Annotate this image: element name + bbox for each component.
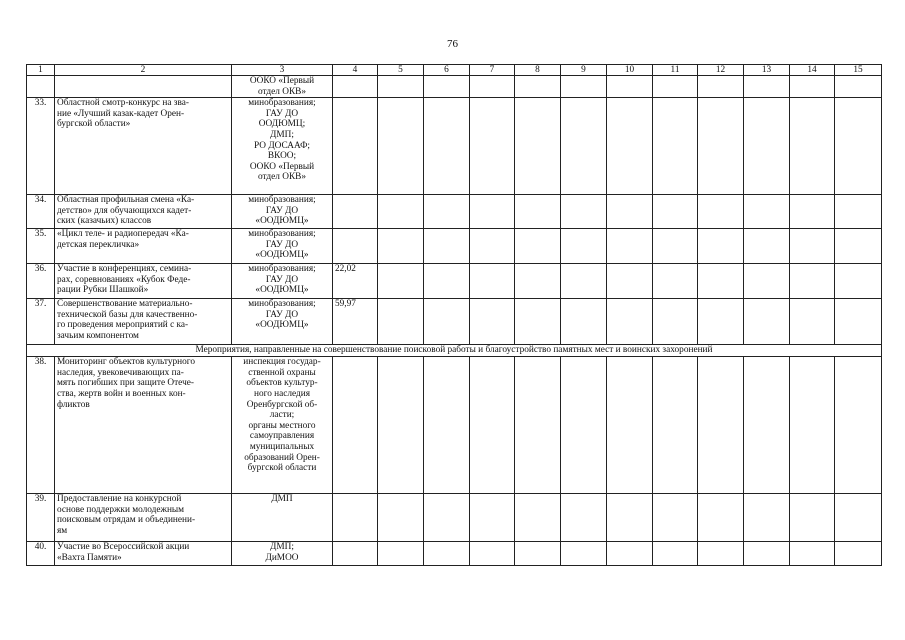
table-row bbox=[27, 76, 882, 98]
empty-cell bbox=[607, 76, 653, 98]
empty-cell bbox=[424, 229, 470, 264]
row-number: 37. bbox=[27, 299, 55, 345]
funding-value bbox=[333, 229, 378, 264]
activity-name: Мониторинг объектов культурного наследия, увековечивающих па- мять погибших при защите Отече- ства, жертв войн и военных кон- фликтов bbox=[55, 357, 232, 494]
empty-cell bbox=[790, 98, 835, 195]
column-number-row bbox=[27, 65, 882, 76]
empty-cell bbox=[378, 494, 424, 542]
column-number: 8 bbox=[515, 65, 561, 76]
empty-cell bbox=[835, 542, 882, 566]
funding-value bbox=[333, 542, 378, 566]
funding-value bbox=[333, 357, 378, 494]
empty-cell bbox=[744, 264, 790, 299]
empty-cell bbox=[470, 264, 515, 299]
empty-cell bbox=[744, 229, 790, 264]
program-table bbox=[26, 64, 882, 566]
empty-cell bbox=[607, 357, 653, 494]
executor: ООКО «Первый отдел ОКВ» bbox=[232, 76, 333, 98]
column-number: 7 bbox=[470, 65, 515, 76]
table-row bbox=[27, 195, 882, 229]
empty-cell bbox=[653, 494, 698, 542]
executor: минобразования; ГАУ ДО «ООДЮМЦ» bbox=[232, 299, 333, 345]
funding-value bbox=[333, 494, 378, 542]
activity-name: Участие во Всероссийской акции «Вахта Памяти» bbox=[55, 542, 232, 566]
empty-cell bbox=[835, 357, 882, 494]
empty-cell bbox=[835, 76, 882, 98]
empty-cell bbox=[653, 264, 698, 299]
funding-value bbox=[333, 195, 378, 229]
empty-cell bbox=[470, 195, 515, 229]
empty-cell bbox=[835, 195, 882, 229]
empty-cell bbox=[744, 76, 790, 98]
table-row bbox=[27, 299, 882, 345]
empty-cell bbox=[561, 542, 607, 566]
empty-cell bbox=[698, 98, 744, 195]
empty-cell bbox=[653, 98, 698, 195]
column-number: 12 bbox=[698, 65, 744, 76]
column-number: 6 bbox=[424, 65, 470, 76]
row-number: 33. bbox=[27, 98, 55, 195]
page-number: 76 bbox=[447, 38, 458, 50]
empty-cell bbox=[790, 229, 835, 264]
empty-cell bbox=[561, 195, 607, 229]
empty-cell bbox=[790, 76, 835, 98]
column-number: 4 bbox=[333, 65, 378, 76]
row-number bbox=[27, 76, 55, 98]
empty-cell bbox=[835, 98, 882, 195]
empty-cell bbox=[378, 195, 424, 229]
empty-cell bbox=[378, 357, 424, 494]
row-number: 38. bbox=[27, 357, 55, 494]
executor: минобразования; ГАУ ДО «ООДЮМЦ» bbox=[232, 195, 333, 229]
column-number: 11 bbox=[653, 65, 698, 76]
empty-cell bbox=[561, 299, 607, 345]
table-row bbox=[27, 494, 882, 542]
empty-cell bbox=[790, 357, 835, 494]
empty-cell bbox=[835, 264, 882, 299]
empty-cell bbox=[653, 542, 698, 566]
column-number: 5 bbox=[378, 65, 424, 76]
empty-cell bbox=[790, 195, 835, 229]
empty-cell bbox=[698, 299, 744, 345]
empty-cell bbox=[653, 195, 698, 229]
empty-cell bbox=[515, 264, 561, 299]
column-number: 14 bbox=[790, 65, 835, 76]
table-row bbox=[27, 98, 882, 195]
section-heading: Мероприятия, направленные на совершенствование поисковой работы и благоустройство памятных мест и воинских захоронений bbox=[27, 345, 882, 357]
empty-cell bbox=[744, 542, 790, 566]
empty-cell bbox=[653, 357, 698, 494]
activity-name: Областная профильная смена «Ка- детство» для обучающихся кадет- ских (казачьих) классов bbox=[55, 195, 232, 229]
empty-cell bbox=[424, 494, 470, 542]
activity-name: Областной смотр-конкурс на зва- ние «Лучший казак-кадет Орен- бургской области» bbox=[55, 98, 232, 195]
empty-cell bbox=[835, 229, 882, 264]
empty-cell bbox=[470, 542, 515, 566]
executor: минобразования; ГАУ ДО «ООДЮМЦ» bbox=[232, 229, 333, 264]
empty-cell bbox=[607, 299, 653, 345]
table-body bbox=[27, 65, 882, 566]
empty-cell bbox=[835, 299, 882, 345]
empty-cell bbox=[378, 264, 424, 299]
empty-cell bbox=[424, 195, 470, 229]
empty-cell bbox=[470, 229, 515, 264]
empty-cell bbox=[515, 98, 561, 195]
funding-value bbox=[333, 76, 378, 98]
empty-cell bbox=[424, 357, 470, 494]
empty-cell bbox=[744, 299, 790, 345]
executor: инспекция государ- ственной охраны объектов культур- ного наследия Оренбургской об- ласти; органы местного самоуправления муниципальных образований Орен- бургской области bbox=[232, 357, 333, 494]
row-number: 34. bbox=[27, 195, 55, 229]
activity-name bbox=[55, 76, 232, 98]
column-number: 13 bbox=[744, 65, 790, 76]
row-number: 39. bbox=[27, 494, 55, 542]
executor: ДМП; ДиМОО bbox=[232, 542, 333, 566]
empty-cell bbox=[698, 195, 744, 229]
empty-cell bbox=[744, 357, 790, 494]
empty-cell bbox=[607, 98, 653, 195]
empty-cell bbox=[561, 357, 607, 494]
empty-cell bbox=[515, 542, 561, 566]
empty-cell bbox=[607, 494, 653, 542]
empty-cell bbox=[653, 299, 698, 345]
empty-cell bbox=[698, 542, 744, 566]
empty-cell bbox=[790, 299, 835, 345]
column-number: 1 bbox=[27, 65, 55, 76]
row-number: 35. bbox=[27, 229, 55, 264]
empty-cell bbox=[744, 494, 790, 542]
activity-name: Предоставление на конкурсной основе поддержки молодежным поисковым отрядам и объединени- ям bbox=[55, 494, 232, 542]
executor: минобразования; ГАУ ДО ООДЮМЦ; ДМП; РО ДОСААФ; ВКОО; ООКО «Первый отдел ОКВ» bbox=[232, 98, 333, 195]
executor: ДМП bbox=[232, 494, 333, 542]
executor: минобразования; ГАУ ДО «ООДЮМЦ» bbox=[232, 264, 333, 299]
empty-cell bbox=[790, 264, 835, 299]
empty-cell bbox=[378, 229, 424, 264]
empty-cell bbox=[607, 195, 653, 229]
section-heading-row bbox=[27, 345, 882, 357]
empty-cell bbox=[607, 542, 653, 566]
empty-cell bbox=[515, 195, 561, 229]
empty-cell bbox=[653, 76, 698, 98]
empty-cell bbox=[515, 299, 561, 345]
column-number: 2 bbox=[55, 65, 232, 76]
empty-cell bbox=[424, 98, 470, 195]
empty-cell bbox=[790, 542, 835, 566]
empty-cell bbox=[835, 494, 882, 542]
empty-cell bbox=[561, 98, 607, 195]
empty-cell bbox=[561, 264, 607, 299]
empty-cell bbox=[607, 264, 653, 299]
empty-cell bbox=[698, 76, 744, 98]
empty-cell bbox=[698, 357, 744, 494]
column-number: 10 bbox=[607, 65, 653, 76]
empty-cell bbox=[378, 76, 424, 98]
empty-cell bbox=[470, 76, 515, 98]
activity-name: «Цикл теле- и радиопередач «Ка- детская перекличка» bbox=[55, 229, 232, 264]
empty-cell bbox=[698, 494, 744, 542]
table-row bbox=[27, 264, 882, 299]
activity-name: Совершенствование материально- технической базы для качественно- го проведения мероприятий с ка- зачьим компонентом bbox=[55, 299, 232, 345]
empty-cell bbox=[698, 229, 744, 264]
empty-cell bbox=[424, 76, 470, 98]
empty-cell bbox=[470, 494, 515, 542]
empty-cell bbox=[744, 98, 790, 195]
empty-cell bbox=[470, 299, 515, 345]
empty-cell bbox=[561, 229, 607, 264]
activity-name: Участие в конференциях, семина- рах, соревнованиях «Кубок Феде- рации Рубки Шашкой» bbox=[55, 264, 232, 299]
empty-cell bbox=[515, 494, 561, 542]
empty-cell bbox=[378, 98, 424, 195]
funding-value: 59,97 bbox=[333, 299, 378, 345]
empty-cell bbox=[607, 229, 653, 264]
empty-cell bbox=[424, 299, 470, 345]
empty-cell bbox=[561, 76, 607, 98]
empty-cell bbox=[515, 229, 561, 264]
empty-cell bbox=[378, 299, 424, 345]
empty-cell bbox=[424, 542, 470, 566]
table-row bbox=[27, 229, 882, 264]
column-number: 9 bbox=[561, 65, 607, 76]
column-number: 15 bbox=[835, 65, 882, 76]
table-row bbox=[27, 357, 882, 494]
row-number: 40. bbox=[27, 542, 55, 566]
row-number: 36. bbox=[27, 264, 55, 299]
empty-cell bbox=[470, 357, 515, 494]
empty-cell bbox=[744, 195, 790, 229]
funding-value bbox=[333, 98, 378, 195]
empty-cell bbox=[470, 98, 515, 195]
column-number: 3 bbox=[232, 65, 333, 76]
empty-cell bbox=[515, 357, 561, 494]
empty-cell bbox=[424, 264, 470, 299]
empty-cell bbox=[790, 494, 835, 542]
empty-cell bbox=[378, 542, 424, 566]
funding-value: 22,02 bbox=[333, 264, 378, 299]
empty-cell bbox=[561, 494, 607, 542]
table-row bbox=[27, 542, 882, 566]
empty-cell bbox=[653, 229, 698, 264]
empty-cell bbox=[515, 76, 561, 98]
empty-cell bbox=[698, 264, 744, 299]
